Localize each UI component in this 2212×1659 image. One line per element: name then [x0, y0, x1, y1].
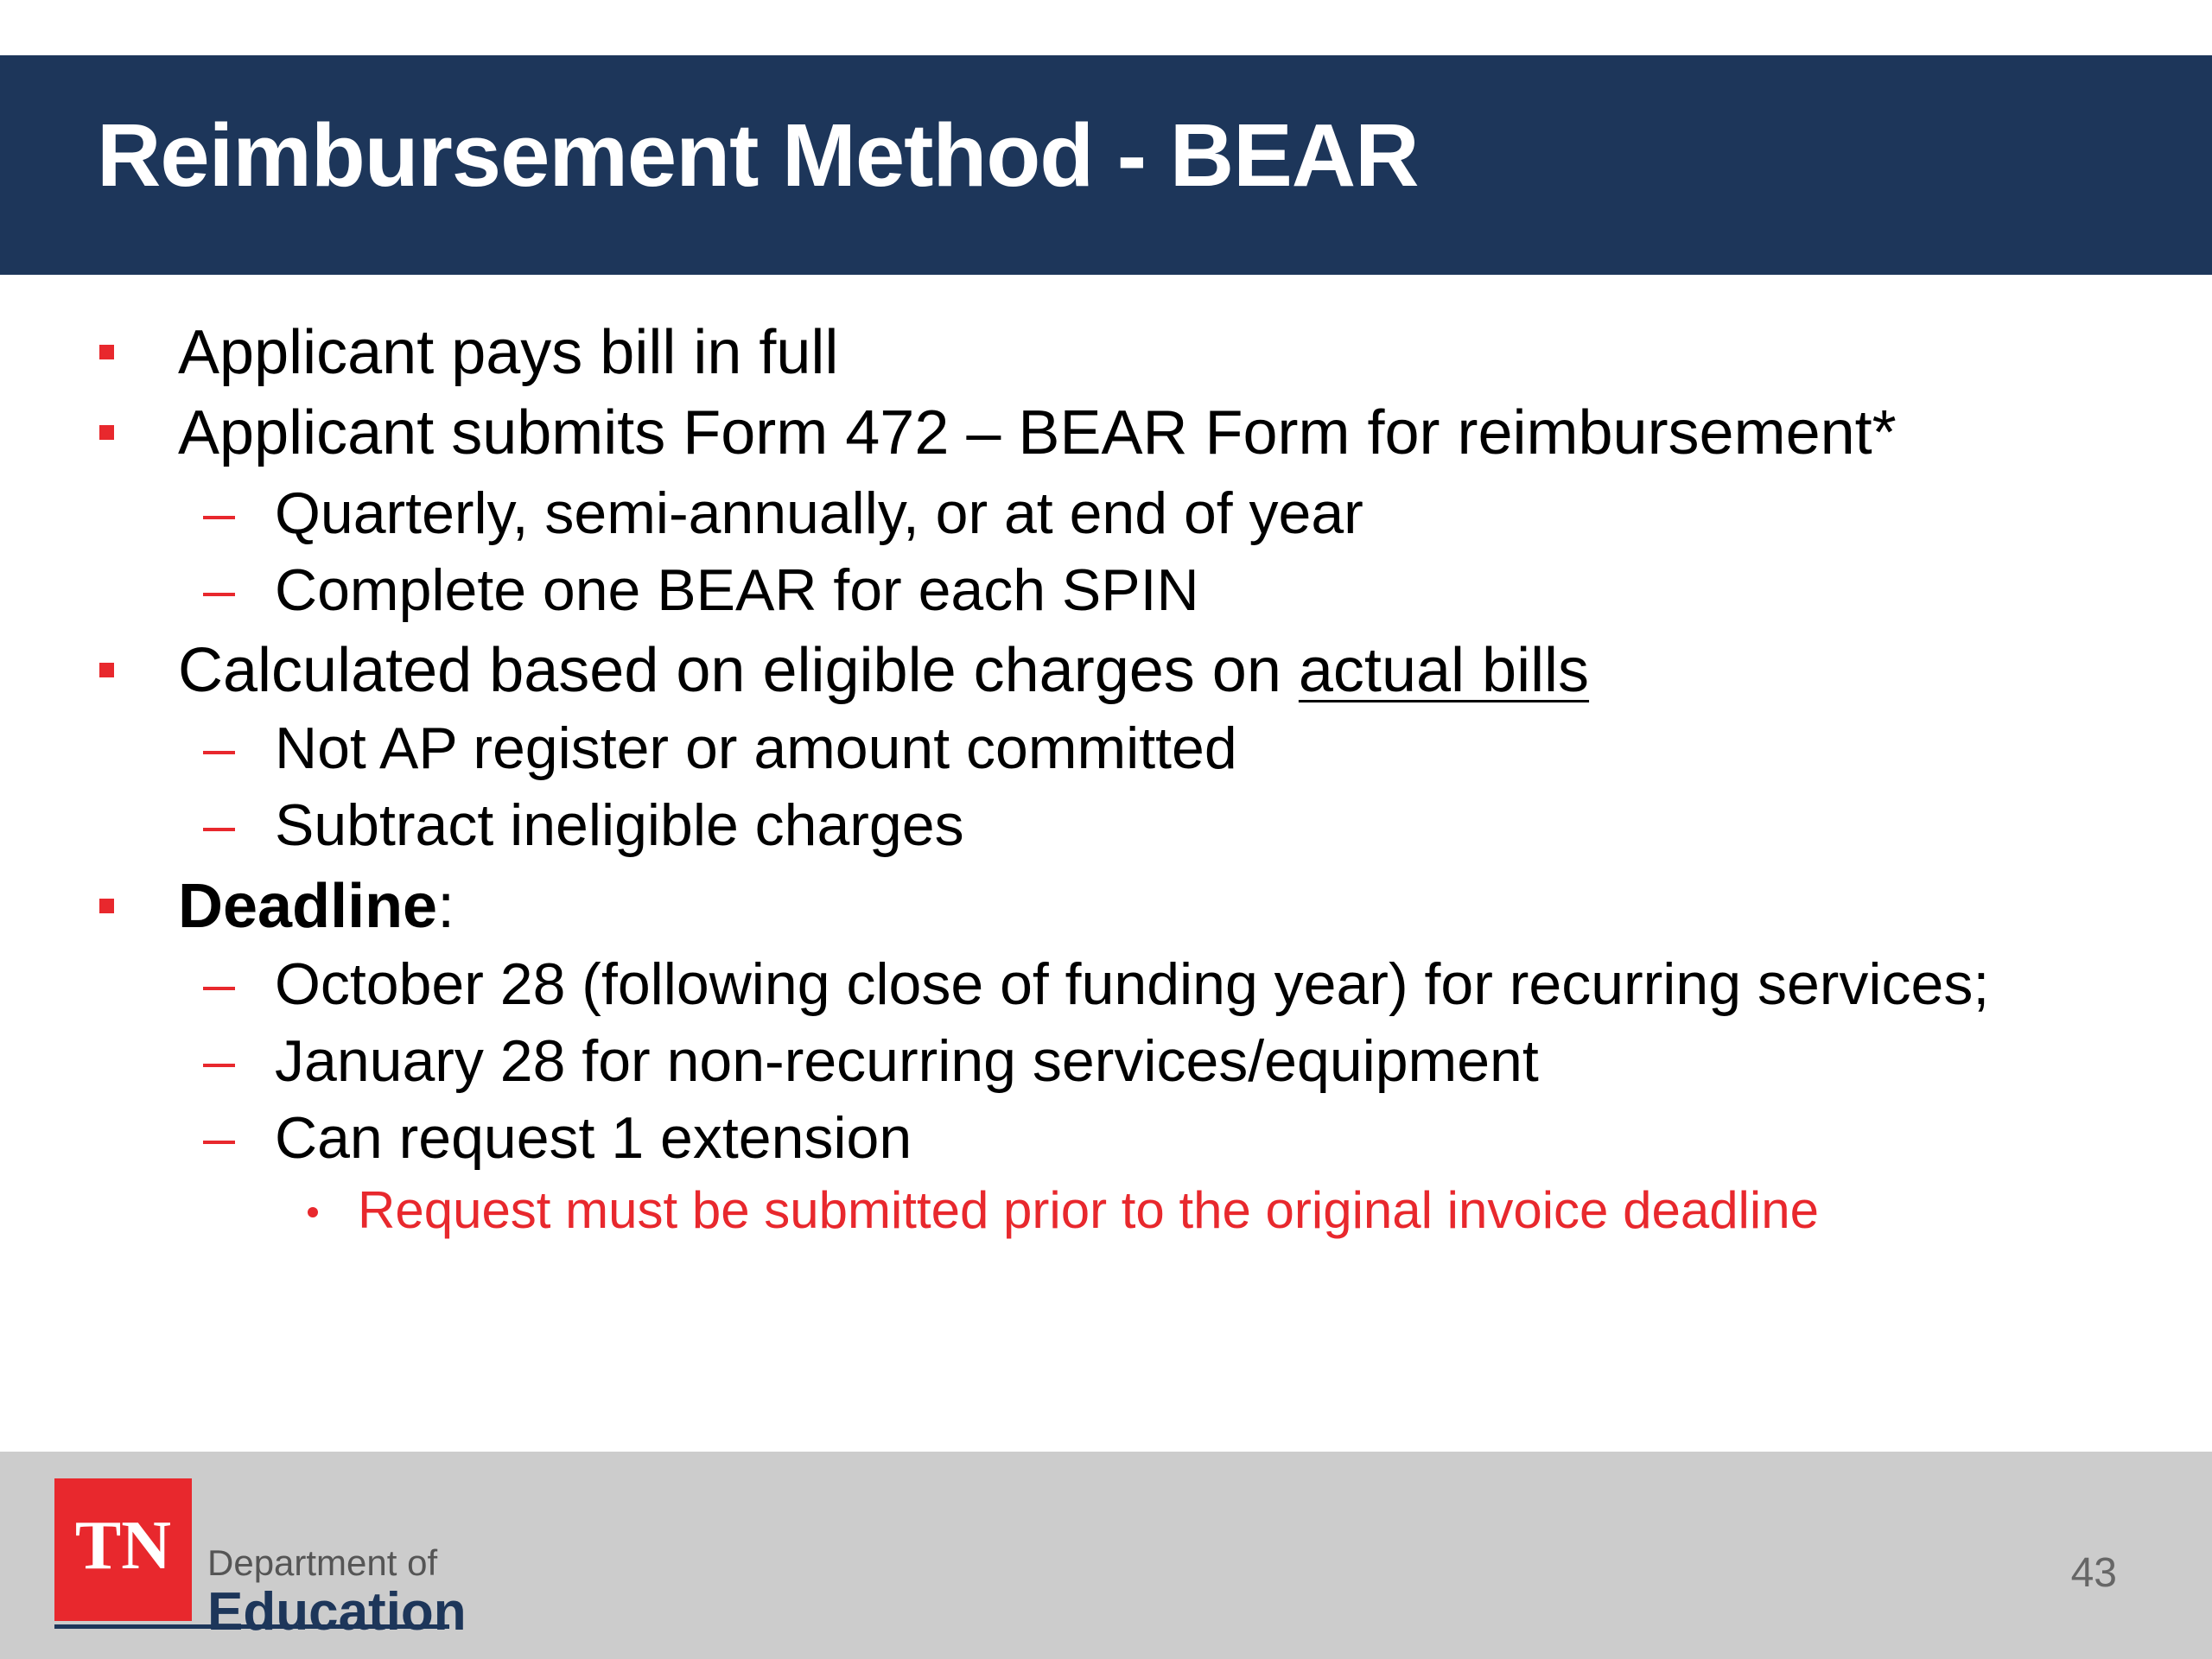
- bullet-3-text: Calculated based on eligible charges on: [178, 636, 1299, 705]
- bullet-4-subsub-1: Request must be submitted prior to the original invoice deadline: [358, 1181, 1819, 1239]
- logo-dept-line: Department of: [207, 1542, 438, 1583]
- bullet-2-sub-2: Complete one BEAR for each SPIN: [275, 557, 1199, 623]
- logo-education-line: Education: [207, 1582, 467, 1642]
- bullet-3: [178, 636, 1590, 705]
- bullet-4-sub-1: October 28 (following close of funding year) for recurring services;: [275, 951, 1990, 1017]
- dot-bullet-icon: [308, 1207, 318, 1217]
- dash-bullet-icon: [203, 828, 235, 831]
- bullet-2: Applicant submits Form 472 – BEAR Form for reimbursement*: [178, 398, 1897, 467]
- bullet-4-sub-3: Can request 1 extension: [275, 1105, 912, 1171]
- logo-badge-text: TN: [74, 1508, 172, 1584]
- bullet-4-bold: Deadline: [178, 872, 438, 941]
- slide-title: Reimbursement Method - BEAR: [97, 105, 1419, 205]
- dash-bullet-icon: [203, 516, 235, 519]
- square-bullet-icon: [99, 899, 114, 913]
- bullet-3-sub-1: Not AP register or amount committed: [275, 715, 1237, 781]
- square-bullet-icon: [99, 663, 114, 677]
- page-number: 43: [2070, 1550, 2117, 1596]
- square-bullet-icon: [99, 345, 114, 359]
- square-bullet-icon: [99, 425, 114, 440]
- dash-bullet-icon: [203, 751, 235, 754]
- bullet-3-sub-2: Subtract ineligible charges: [275, 792, 964, 858]
- bullet-4: [178, 872, 455, 941]
- dash-bullet-icon: [203, 1064, 235, 1067]
- bullet-1: Applicant pays bill in full: [178, 318, 839, 387]
- logo-underline: [54, 1624, 192, 1629]
- dash-bullet-icon: [203, 1141, 235, 1144]
- bullet-3-underlined: actual bills: [1298, 636, 1590, 705]
- bullet-4-sub-2: January 28 for non-recurring services/equipment: [275, 1028, 1539, 1094]
- bullet-4-suffix: :: [437, 872, 455, 941]
- dash-bullet-icon: [203, 593, 235, 596]
- dash-bullet-icon: [203, 987, 235, 990]
- bullet-2-sub-1: Quarterly, semi-annually, or at end of year: [275, 480, 1363, 546]
- tn-logo-icon: [54, 1478, 192, 1621]
